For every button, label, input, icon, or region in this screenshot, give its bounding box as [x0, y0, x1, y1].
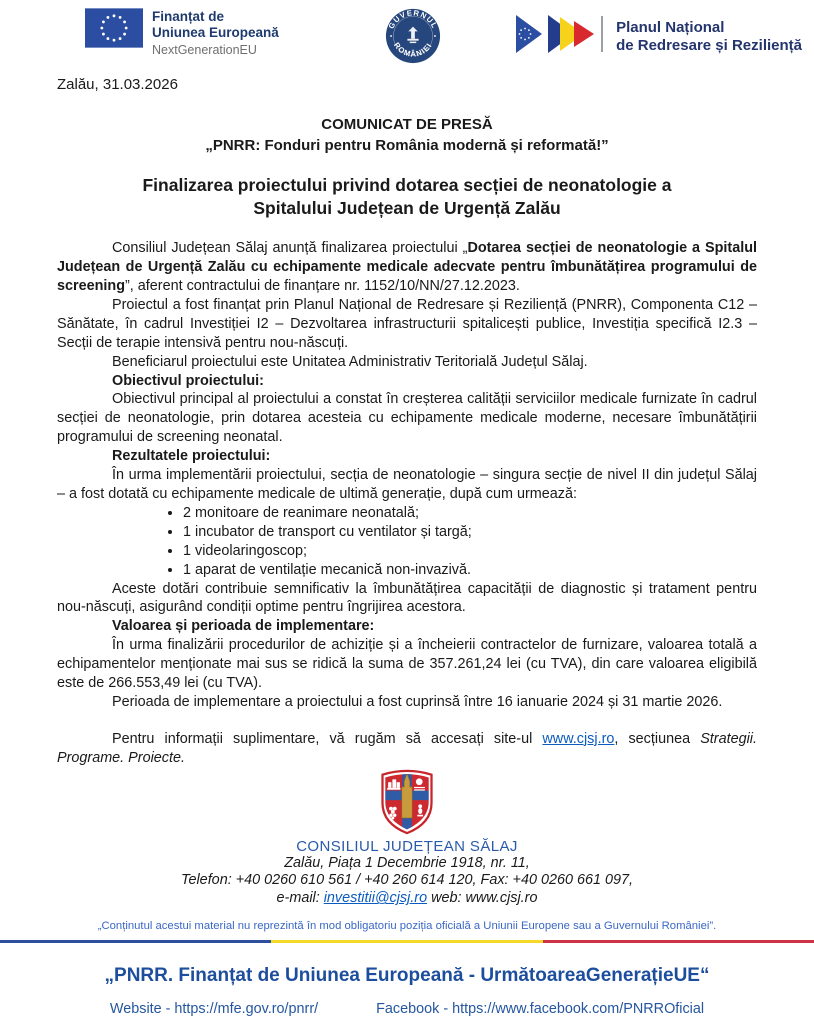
footer-links: [0, 1001, 814, 1017]
pnrr-arrows-icon: [516, 12, 608, 61]
org-email-web: [0, 890, 814, 908]
web-label: web: www.cjsj.ro: [427, 890, 538, 907]
svg-text:GUVERNUL: GUVERNUL: [386, 8, 440, 31]
pnrr-logo-line2: de Redresare și Reziliență: [616, 36, 802, 54]
section-name-italic: Strategii. Programe. Proiecte.: [57, 730, 757, 766]
heading-results: Rezultatele proiectului:: [112, 448, 271, 465]
pnrr-logo-line1: Planul Național: [616, 19, 725, 37]
eu-logo-line3: NextGenerationEU: [152, 42, 257, 57]
list-item: • 1 aparat de ventilație mecanică non-invazivă.: [183, 561, 757, 580]
date-location-line: Zalău, 31.03.2026: [57, 76, 178, 93]
pnrr-logo-text: [616, 19, 802, 54]
list-item: • 2 monitoare de reanimare neonatală;: [183, 504, 757, 523]
romanian-government-seal-icon: [385, 8, 441, 69]
cjsj-website-link[interactable]: www.cjsj.ro: [542, 730, 615, 747]
eu-funding-logo: [85, 8, 323, 59]
email-label: e-mail:: [276, 890, 324, 907]
paragraph-period: Perioada de implementare a proiectului a fost cuprinsă între 16 ianuarie 2024 și 31 martie 2026.: [112, 693, 723, 710]
footer-slogan: „PNRR. Finanțat de Uniunea Europeană - UrmătoareaGenerațieUE“: [104, 965, 710, 987]
website-link[interactable]: Website - https://mfe.gov.ro/pnrr/: [109, 1001, 319, 1018]
header-logos: [0, 0, 814, 69]
document-title-line1: Finalizarea proiectului privind dotarea secției de neonatologie a: [142, 175, 672, 195]
list-item: • 1 incubator de transport cu ventilator și targă;: [183, 523, 757, 542]
romanian-tricolor-divider: [0, 940, 814, 943]
email-link[interactable]: investitii@cjsj.ro: [323, 890, 428, 907]
disclaimer-text: „Conținutul acestui material nu reprezintă în mod obligatoriu poziția oficială a Uniunii Europene sau a Guvernului României”.: [97, 920, 717, 933]
eu-logo-text: [152, 8, 279, 59]
eu-logo-line1: Finanțat de: [152, 9, 225, 24]
paragraph-text: ”, aferent contractului de finanțare nr. 1152/10/NN/27.12.2023.: [124, 278, 520, 294]
paragraph-beneficiary: Beneficiarul proiectului este Unitatea Administrativ Teritorială Județul Sălaj.: [112, 353, 588, 370]
tricolor-red-segment: [543, 940, 814, 943]
document-body: [0, 239, 814, 767]
paragraph-results: În urma implementării proiectului, secția de neonatologie – singura secție de nivel II din județul Sălaj – a fost dotată cu echipamente medicale de ultimă generație, după cum urmează:: [57, 467, 757, 502]
org-address: Zalău, Piața 1 Decembrie 1918, nr. 11,: [284, 854, 530, 871]
equipment-list: [163, 504, 757, 580]
facebook-link[interactable]: Facebook - https://www.facebook.com/PNRROficial: [376, 1001, 705, 1018]
org-phone: Telefon: +40 0260 610 561 / +40 260 614 120, Fax: +40 0260 661 097,: [181, 872, 633, 889]
heading-objective: Obiectivul proiectului:: [112, 372, 264, 389]
document-title: [0, 174, 814, 220]
paragraph-project-announcement: [57, 239, 757, 296]
paragraph-text: Consiliul Județean Sălaj anunță finalizarea proiectului „: [112, 240, 468, 257]
paragraph-financing: Proiectul a fost finanțat prin Planul Național de Redresare și Reziliență (PNRR), Componenta C12 – Sănătate, în cadrul Investiției I2 – Dezvoltarea infrastructurii spitalicești publice, Investiția specifică I2.3 – Secții de terapie intensivă pentru nou-născuți.: [57, 296, 757, 351]
paragraph-value: În urma finalizării procedurilor de achiziție și a încheierii contractelor de furnizare, valoarea totală a echipamentelor menționate mai sus se ridică la suma de 357.261,24 lei (cu TVA), din care valoarea eligibilă este de 266.553,49 lei (cu TVA).: [57, 637, 757, 692]
eu-logo-line2: Uniunea Europeană: [152, 25, 279, 41]
paragraph-impact: Aceste dotări contribuie semnificativ la îmbunătățirea capacității de diagnostic și tratament pentru nou-născuți, asigurând condiții optime pentru îngrijirea acestora.: [57, 580, 757, 616]
document-title-line2: Spitalului Județean de Urgență Zalău: [253, 198, 561, 219]
paragraph-more-info: [57, 730, 757, 768]
pnrr-logo: [516, 12, 802, 61]
pnrr-slogan: „PNRR: Fonduri pentru România modernă și reformată!”: [205, 137, 609, 154]
eu-flag-icon: [85, 8, 143, 59]
svg-text:ROMÂNIEI: ROMÂNIEI: [391, 40, 434, 59]
heading-value-period: Valoarea și perioada de implementare:: [112, 618, 375, 635]
list-item: • 1 videolaringoscop;: [183, 542, 757, 561]
paragraph-text: , secțiunea: [614, 730, 701, 747]
press-release-kicker: COMUNICAT DE PRESĂ: [321, 116, 493, 133]
paragraph-text: Pentru informații suplimentare, vă rugăm să accesați site-ul: [112, 730, 543, 747]
tricolor-blue-segment: [0, 940, 271, 943]
project-title-bold: Dotarea secției de neonatologie a Spitalul Județean de Urgență Zalău cu echipamente medicale adecvate pentru îmbunătățirea programului de screening: [57, 240, 757, 294]
tricolor-yellow-segment: [271, 940, 542, 943]
salaj-county-crest-icon: [0, 769, 814, 835]
org-name: CONSILIUL JUDEȚEAN SĂLAJ: [296, 837, 518, 855]
paragraph-objective: Obiectivul principal al proiectului a constat în creșterea calității serviciilor medicale furnizate în cadrul secției de neonatologie, prin dotarea acesteia cu echipamente medicale moderne, necesare îmbunătățirii programului de screening neonatal.: [57, 391, 757, 446]
